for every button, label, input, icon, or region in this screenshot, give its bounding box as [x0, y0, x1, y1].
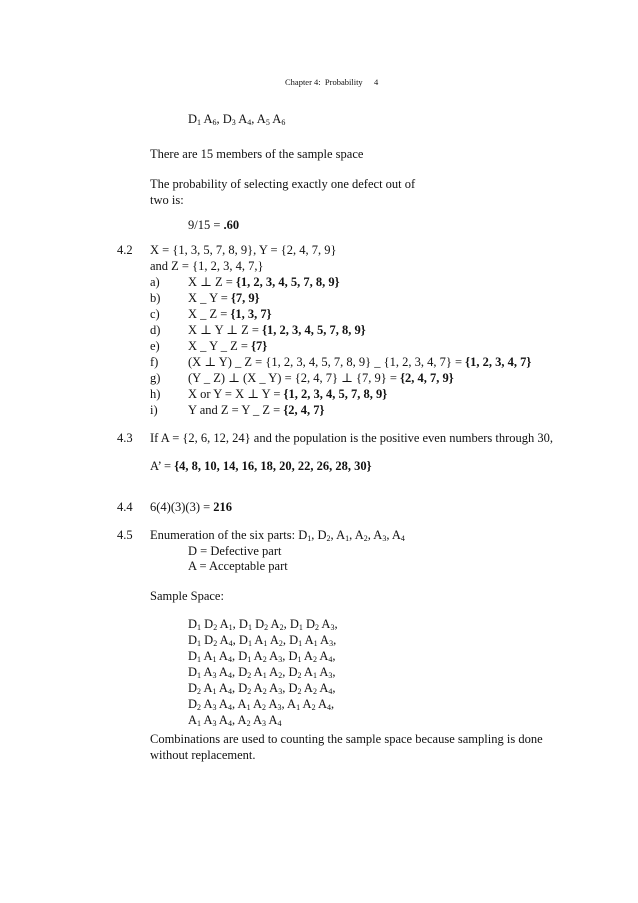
answer-value: {2, 4, 7}: [283, 403, 325, 417]
sample-space-row: $D_2$ $A_3$ $A_4$, $A_1$ $A_2$ $A_3$, $A_1$ $A_2$ $A_4$,: [188, 697, 335, 712]
definition-acceptable: A = Acceptable part: [188, 559, 288, 573]
answer-value: {1, 2, 3, 4, 5, 7, 8, 9}: [262, 323, 366, 337]
item-label: f): [150, 355, 159, 369]
item-label: a): [150, 275, 160, 289]
item-text: X _ Y = {7, 9}: [188, 291, 260, 305]
item-label: i): [150, 403, 158, 417]
problem-statement: X = {1, 3, 5, 7, 8, 9}, Y = {2, 4, 7, 9}: [150, 243, 337, 257]
page-number: 4: [374, 77, 379, 87]
answer-value: {2, 4, 7, 9}: [400, 371, 454, 385]
conclusion-text-cont: without replacement.: [150, 748, 256, 762]
answer-value: {1, 2, 3, 4, 5, 7, 8, 9}: [235, 275, 340, 289]
answer-value: {7, 9}: [230, 291, 260, 305]
header-topic: Probability: [324, 77, 363, 87]
sample-space-row: $D_1$ $A_1$ $A_4$, $D_1$ $A_2$ $A_3$, $D_1$ $A_2$ $A_4$,: [188, 649, 336, 664]
sample-space-row: $A_1$ $A_3$ $A_4$, $A_2$ $A_3$ $A_4$: [188, 713, 282, 728]
item-text: X ⊥ Z = {1, 2, 3, 4, 5, 7, 8, 9}: [188, 275, 340, 289]
answer-value: {4, 8, 10, 14, 16, 18, 20, 22, 26, 28, 30}: [174, 459, 372, 473]
probability-answer: 9/15 = .60: [188, 218, 240, 232]
answer-value: {7}: [251, 339, 268, 353]
item-label: b): [150, 291, 161, 305]
problem-number: 4.2: [117, 243, 133, 257]
header-chapter: Chapter 4:: [285, 77, 321, 87]
item-text: X _ Z = {1, 3, 7}: [188, 307, 272, 321]
probability-text: The probability of selecting exactly one defect out of: [150, 177, 416, 191]
item-label: d): [150, 323, 161, 337]
item-text: X _ Y _ Z = {7}: [188, 339, 268, 353]
problem-statement: Enumeration of the six parts: $D_1$, $D_2$, $A_1$, $A_2$, $A_3$, $A_4$: [150, 528, 405, 543]
problem-statement: If A = {2, 6, 12, 24} and the population is the positive even numbers through 30,: [150, 431, 554, 445]
sample-space-heading: Sample Space:: [150, 589, 224, 603]
item-text: Y and Z = Y _ Z = {2, 4, 7}: [188, 403, 325, 417]
problem-statement: 6(4)(3)(3) = 216: [150, 500, 233, 514]
item-label: g): [150, 371, 161, 385]
item-text: (Y _ Z) ⊥ (X _ Y) = {2, 4, 7} ⊥ {7, 9} = {2, 4, 7, 9}: [188, 371, 454, 385]
probability-text-cont: two is:: [150, 193, 184, 207]
item-label: h): [150, 387, 161, 401]
sample-space-row: $D_2$ $A_1$ $A_4$, $D_2$ $A_2$ $A_3$, $D_2$ $A_2$ $A_4$,: [188, 681, 336, 696]
item-label: c): [150, 307, 160, 321]
definition-defective: D = Defective part: [188, 544, 282, 558]
sample-space-row: $D_1$ $D_2$ $A_4$, $D_1$ $A_1$ $A_2$, $D_1$ $A_1$ $A_3$,: [188, 633, 337, 648]
problem-statement-cont: and Z = {1, 2, 3, 4, 7,}: [150, 259, 264, 273]
running-header: [285, 74, 363, 90]
answer-value: {1, 2, 3, 4, 5, 7, 8, 9}: [283, 387, 388, 401]
answer-value: .60: [223, 218, 240, 232]
sample-space-row: $D_1$ $D_2$ $A_1$, $D_1$ $D_2$ $A_2$, $D_1$ $D_2$ $A_3$,: [188, 617, 338, 632]
item-text: X or Y = X ⊥ Y = {1, 2, 3, 4, 5, 7, 8, 9}: [188, 387, 388, 401]
problem-number: 4.3: [117, 431, 133, 445]
item-text: (X ⊥ Y) _ Z = {1, 2, 3, 4, 5, 7, 8, 9} _ {1, 2, 3, 4, 7} = {1, 2, 3, 4, 7}: [188, 355, 532, 369]
sample-count-text: There are 15 members of the sample space: [150, 147, 364, 161]
answer-value: 216: [213, 500, 233, 514]
answer-value: {1, 3, 7}: [230, 307, 272, 321]
answer-value: {1, 2, 3, 4, 7}: [465, 355, 532, 369]
problem-number: 4.4: [117, 500, 133, 514]
sample-line-1: $D_1$ $A_6$, $D_3$ $A_4$, $A_5$ $A_6$: [188, 112, 286, 127]
item-text: X ⊥ Y ⊥ Z = {1, 2, 3, 4, 5, 7, 8, 9}: [188, 323, 366, 337]
item-label: e): [150, 339, 160, 353]
complement-answer: A’ = {4, 8, 10, 14, 16, 18, 20, 22, 26, 28, 30}: [150, 459, 372, 473]
sample-space-row: $D_1$ $A_3$ $A_4$, $D_2$ $A_1$ $A_2$, $D_2$ $A_1$ $A_3$,: [188, 665, 336, 680]
problem-number: 4.5: [117, 528, 133, 542]
conclusion-text: Combinations are used to counting the sample space because sampling is done: [150, 732, 543, 746]
